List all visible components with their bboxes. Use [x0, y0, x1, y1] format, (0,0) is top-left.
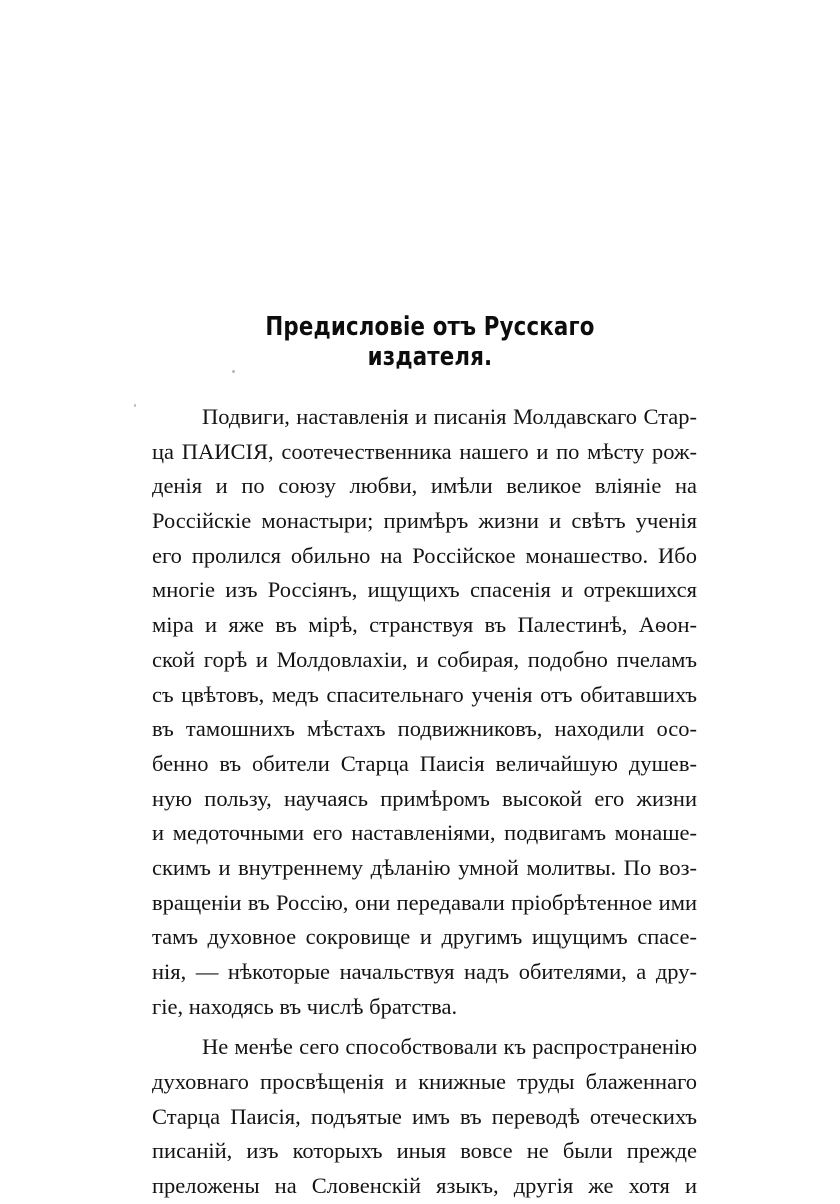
text-line: Не менѣе сего способствовали къ распространенію — [202, 1034, 697, 1060]
text-line: тамъ духовное сокровище и другимъ ищущимъ спасе- — [152, 924, 697, 950]
text-line: гіе, находясь въ числѣ братства. — [152, 993, 458, 1019]
text-line: Россійскіе монастыри; примѣръ жизни и свѣтъ ученія — [152, 508, 697, 534]
text-line: нія, — нѣкоторые начальствуя надъ обителями, а дру- — [152, 959, 697, 984]
text-line: ской горѣ и Молдовлахіи, и собирая, подобно пчеламъ — [152, 646, 697, 672]
text-line: міра и яже въ мірѣ, странствуя въ Палестинѣ, Аѳон- — [152, 612, 697, 638]
text-line: и медоточными его наставленіями, подвигамъ монаше- — [152, 820, 697, 846]
text-line: духовнаго просвѣщенія и книжные труды блаженнаго — [152, 1069, 697, 1095]
text-line: денія и по союзу любви, имѣли великое вліяніе на — [152, 473, 697, 499]
text-line: Подвиги, наставленія и писанія Молдавскаго Стар- — [202, 404, 697, 429]
print-speck — [232, 370, 235, 373]
text-line: преложены на Словенскій языкъ, другія же хотя и — [152, 1173, 697, 1199]
text-line: ца ПАИСІЯ, соотечественника нашего и по мѣсту рож- — [152, 438, 697, 464]
text-line: Старца Паисія, подъятые имъ въ переводѣ отеческихъ — [152, 1103, 697, 1129]
text-line: въ тамошнихъ мѣстахъ подвижниковъ, находили осо- — [152, 716, 697, 742]
text-line: его пролился обильно на Россійское монашество. Ибо — [152, 542, 697, 568]
text-line: съ цвѣтовъ, медъ спасительнаго ученія отъ обитавшихъ — [152, 681, 697, 707]
page-heading: Предисловіе отъ Русскаго издателя. — [265, 312, 595, 372]
paragraph-2 — [152, 1030, 697, 1203]
text-line: ную пользу, научаясь примѣромъ высокой его жизни — [152, 785, 697, 811]
text-line: бенно въ обители Старца Паисія величайшую душев- — [152, 750, 697, 776]
body-text — [152, 400, 697, 1204]
print-speck — [134, 404, 136, 407]
text-line: многіе изъ Россіянъ, ищущихъ спасенія и отрекшихся — [152, 577, 697, 603]
text-line: скимъ и внутреннему дѣланію умной молитвы. По воз- — [152, 854, 697, 880]
text-line: вращеніи въ Россію, они передавали пріобрѣтенное ими — [152, 889, 697, 915]
text-line: писаній, изъ которыхъ иныя вовсе не были прежде — [152, 1138, 697, 1164]
paragraph-1 — [152, 400, 697, 1024]
